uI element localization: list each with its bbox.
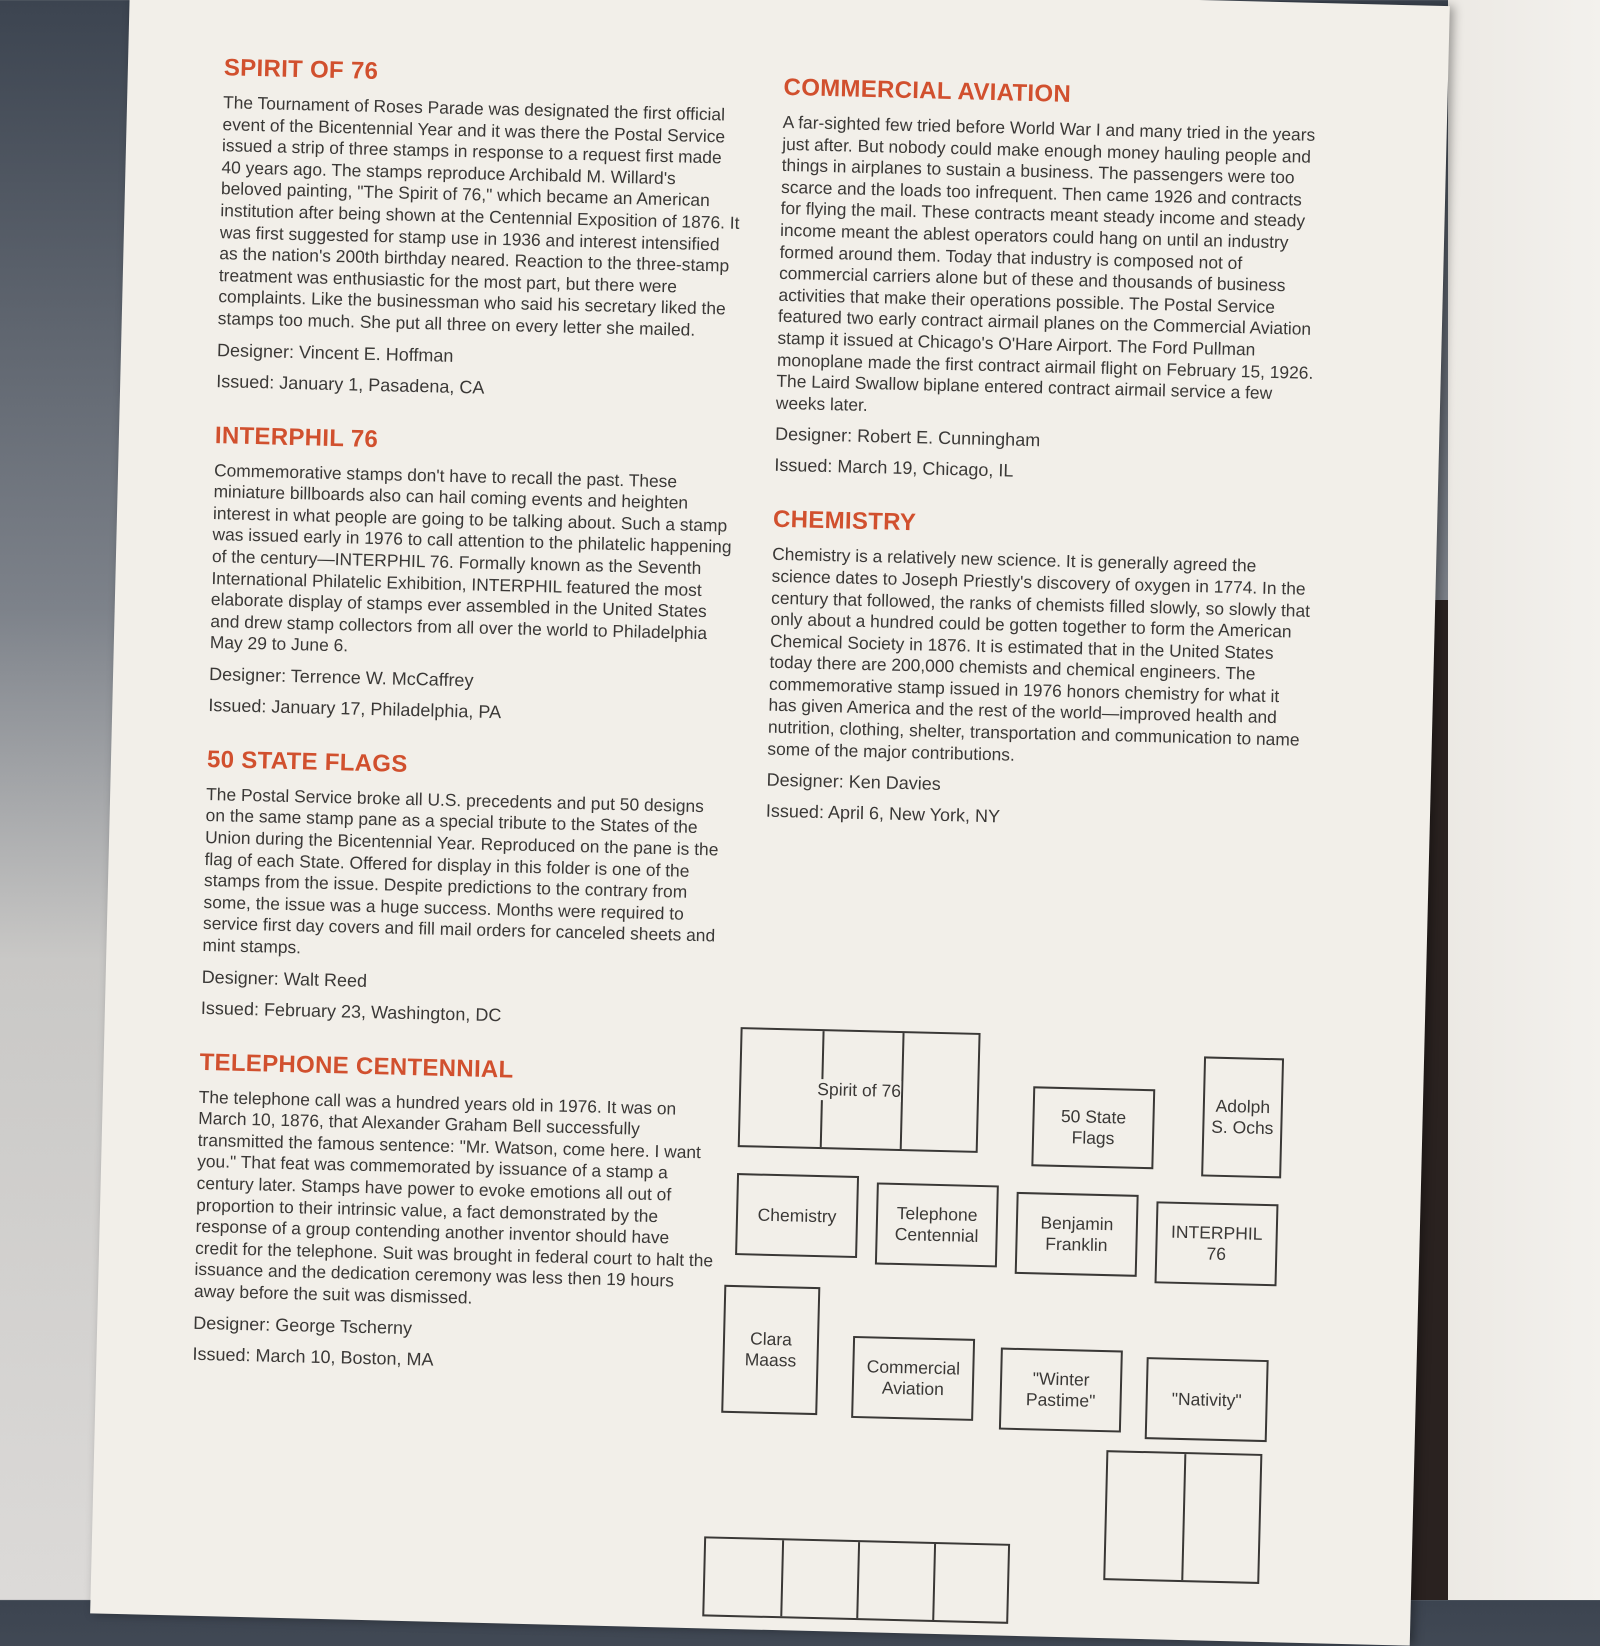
stamp-nativity — [1145, 1357, 1269, 1442]
stamp-label: Spirit of 76 — [817, 1078, 902, 1101]
section-body: Chemistry is a relatively new science. It is generally agreed the science dates to Joseph Priestly's discovery of oxygen in 1774. In the century that followed, the ranks of chemists filled slowly, so slowly that only about a hundred could be gotten together to form the American Chemical Society in 1876. It is estimated that in the United States today there are 200,000 chemists and chemical engineers. The commemorative stamp issued in 1976 honors chemistry for what it has given America and the rest of the world—improved health and nutrition, clothing, shelter, transportation and communication to name some of the major contributions. — [767, 544, 1311, 765]
section-heading: INTERPHIL 76 — [214, 421, 379, 453]
section-heading: TELEPHONE CENTENNIAL — [199, 1048, 514, 1084]
section-commercial-aviation — [774, 74, 1324, 489]
stamp-divider — [932, 1544, 936, 1620]
stamp-strip-unlabeled — [702, 1536, 1010, 1623]
stamp-label: "Winter Pastime" — [1025, 1368, 1096, 1411]
section-body: A far-sighted few tried before World War I and many tried in the years just after. But nobody could make enough money hauling people and things in airplanes to sustain a business. The passengers were too scarce and the loads too infrequent. Then came 1926 and contracts for flying the mail. These contracts meant steady income and steady income meant the ablest operators could hang on until an industry formed around them. Today that industry is composed not of commercial carriers alone but of these and thousands of business activities that make their operations possible. The Postal Service featured two early contract airmail planes on the Commercial Aviation stamp it issued at Chicago's O'Hare Airport. The Ford Pullman monoplane made the first contract airmail flight on February 15, 1926. The Laird Swallow biplane entered contract airmail service a few weeks later. — [775, 111, 1316, 415]
issue-info: Issued: March 19, Chicago, IL — [774, 455, 1014, 481]
designer-credit: Designer: Ken Davies — [766, 769, 941, 795]
section-body: Commemorative stamps don't have to recall the past. These miniature billboards also can hail coming events and heighten interest in what people are going to be talking about. Such a stamp was issued early in 1976 to call attention to the philatelic happening of the century—INTERPHIL 76. Formally known as the Seventh International Philatelic Exhibition, INTERPHIL featured the most elaborate display of stamps ever assembled in the United States and drew stamp collectors from all over the world to Philadelphia May 29 to June 6. — [209, 459, 732, 656]
stamp-label: Adolph S. Ochs — [1210, 1095, 1274, 1139]
stamp-label: Benjamin Franklin — [1040, 1212, 1114, 1256]
stamp-divider — [1181, 1454, 1186, 1580]
designer-credit: Designer: Terrence W. McCaffrey — [208, 663, 474, 691]
stamp-label: Commercial Aviation — [866, 1356, 961, 1400]
left-column — [192, 54, 745, 1407]
section-body: The telephone call was a hundred years old in 1976. It was on March 10, 1876, that Alexander Graham Bell successfully transmitted the famous sentence: "Mr. Watson, come here. I want you." That feat was commemorated by issuance of a stamp a century later. Stamps have power to evoke emotions all out of proportion to their intrinsic value, a fact demonstrated by the response of a group contending another inventor should have credit for the telephone. Suit was brought in federal court to halt the issuance and the dedication ceremony was less then 19 hours away before the suit was dismissed. — [193, 1086, 714, 1308]
stamp-divider — [900, 1033, 905, 1149]
stamp-telephone-centennial — [875, 1182, 999, 1267]
stamp-spirit-of-76 — [738, 1027, 981, 1153]
issue-info: Issued: January 17, Philadelphia, PA — [208, 694, 502, 723]
stamp-50-state-flags — [1031, 1086, 1155, 1169]
stamp-divider — [856, 1542, 860, 1618]
issue-info: Issued: February 23, Washington, DC — [200, 997, 502, 1025]
section-interphil-76 — [208, 422, 735, 729]
issue-info: Issued: April 6, New York, NY — [765, 800, 1001, 827]
stamp-block-unlabeled — [1103, 1450, 1262, 1584]
stamp-winter-pastime — [999, 1348, 1123, 1433]
stamp-adolph-ochs — [1201, 1056, 1284, 1178]
designer-credit: Designer: George Tscherny — [193, 1312, 413, 1338]
section-chemistry — [766, 506, 1314, 835]
section-heading: SPIRIT OF 76 — [223, 54, 379, 85]
section-heading: COMMERCIAL AVIATION — [783, 73, 1072, 108]
stamp-commercial-aviation — [851, 1336, 975, 1421]
stamp-divider — [820, 1031, 825, 1147]
stamp-benjamin-franklin — [1015, 1192, 1139, 1277]
stamp-label: "Nativity" — [1171, 1388, 1242, 1410]
issue-info: Issued: January 1, Pasadena, CA — [216, 370, 485, 398]
stamp-label: Telephone Centennial — [894, 1202, 979, 1246]
designer-credit: Designer: Robert E. Cunningham — [774, 424, 1041, 451]
section-heading: CHEMISTRY — [772, 506, 917, 537]
adjacent-page-edge — [1448, 0, 1600, 1600]
right-column — [765, 74, 1324, 865]
stamp-label: Clara Maass — [744, 1328, 797, 1371]
section-50-state-flags — [201, 746, 728, 1031]
stamp-divider — [780, 1540, 784, 1616]
designer-credit: Designer: Vincent E. Hoffman — [216, 339, 454, 366]
stamp-interphil-76 — [1155, 1201, 1279, 1286]
section-telephone-centennial — [192, 1049, 720, 1378]
stamp-chemistry — [735, 1173, 859, 1258]
section-body: The Tournament of Roses Parade was designated the first official event of the Bicentennial Year and it was there the Postal Service issued a strip of three stamps in response to a request first made 40 years ago. The stamps reproduce Archibald M. Willard's beloved painting, "The Spirit of 76," which became an American institution after being shown at the Centennial Exposition of 1876. It was first suggested for stamp use in 1936 and interest intensified as the nation's 200th birthday neared. Reaction to the three-stamp treatment was enthusiastic for the most part, but there were complaints. Like the businessman who said his secretary liked the stamps too much. She put all three on every letter she mailed. — [217, 92, 740, 340]
section-body: The Postal Service broke all U.S. precedents and put 50 designs on the same stamp pane as a special tribute to the States of the Union during the Bicentennial Year. Reproduced on the pane is the flag of each State. Offered for display in this folder is one of the stamps from the issue. Despite predictions to the contrary from some, the issue was a huge success. Months were required to service first day covers and fill mail orders for canceled sheets and mint stamps. — [202, 783, 719, 958]
section-spirit-of-76 — [216, 54, 744, 404]
stamp-label: Chemistry — [757, 1204, 837, 1226]
section-heading: 50 STATE FLAGS — [206, 745, 408, 778]
folder-page — [90, 0, 1450, 1646]
stamp-label: INTERPHIL 76 — [1170, 1221, 1263, 1265]
issue-info: Issued: March 10, Boston, MA — [192, 1343, 434, 1370]
stamp-clara-maass — [721, 1285, 820, 1415]
designer-credit: Designer: Walt Reed — [201, 966, 368, 991]
stamp-label: 50 State Flags — [1060, 1105, 1127, 1149]
